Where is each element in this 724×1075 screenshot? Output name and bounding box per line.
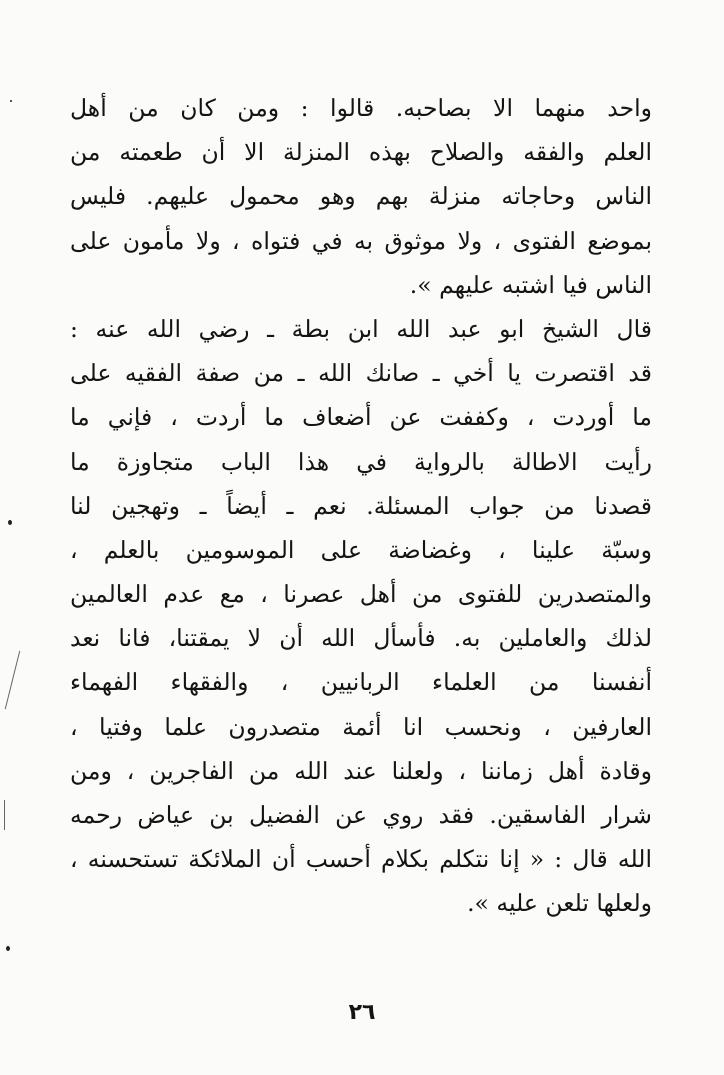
- text-line: واحد منهما الا بصاحبه. قالوا : ومن كان من أهل: [70, 94, 652, 122]
- text-line: أنفسنا من العلماء الربانيين ، والفقهاء الفهماء: [70, 668, 652, 697]
- text-line: بموضع الفتوى ، ولا موثوق به في فتواه ، ولا مأمون على: [70, 226, 652, 255]
- text-line: قد اقتصرت يا أخي ـ صانك الله ـ من صفة الفقيه على: [70, 359, 652, 388]
- body-text: [70, 86, 652, 926]
- text-line: العارفين ، ونحسب انا أئمة متصدرون علما وفتيا ،: [70, 712, 652, 741]
- text-line: ولعلها تلعن عليه ».: [467, 889, 652, 918]
- text-line: شرار الفاسقين. فقد روي عن الفضيل بن عياض رحمه: [70, 801, 652, 829]
- text-line: وقادة أهل زماننا ، ولعلنا عند الله من الفاجرين ، ومن: [70, 756, 652, 785]
- scan-speck: [8, 520, 12, 525]
- scan-scratch: [4, 800, 5, 830]
- text-line: ما أوردت ، وكففت عن أضعاف ما أردت ، فإني ما: [70, 403, 652, 432]
- text-line: رأيت الاطالة بالرواية في هذا الباب متجاوزة ما: [70, 447, 652, 476]
- scan-speck: [6, 946, 10, 951]
- scan-scratch: [5, 651, 20, 709]
- text-line: الناس وحاجاته منزلة بهم وهو محمول عليهم. فليس: [70, 182, 652, 211]
- text-line: وسبّة علينا ، وغضاضة على الموسومين بالعلم ،: [70, 535, 652, 564]
- page-number: ٢٦: [348, 1000, 376, 1025]
- text-line: الناس فيا اشتبه عليهم ».: [409, 270, 652, 299]
- text-line: لذلك والعاملين به. فأسأل الله أن لا يمقتنا، فانا نعد: [70, 624, 652, 653]
- text-line: والمتصدرين للفتوى من أهل عصرنا ، مع عدم العالمين: [70, 580, 652, 609]
- text-line: قصدنا من جواب المسئلة. نعم ـ أيضاً ـ وتهجين لنا: [70, 491, 652, 520]
- text-line: الله قال : « إنا نتكلم بكلام أحسب أن الملائكة تستحسنه ،: [70, 845, 652, 874]
- scan-speck: [10, 100, 12, 102]
- text-line: العلم والفقه والصلاح بهذه المنزلة الا أن طعمته من: [70, 138, 652, 167]
- text-line: قال الشيخ ابو عبد الله ابن بطة ـ رضي الله عنه :: [70, 314, 652, 343]
